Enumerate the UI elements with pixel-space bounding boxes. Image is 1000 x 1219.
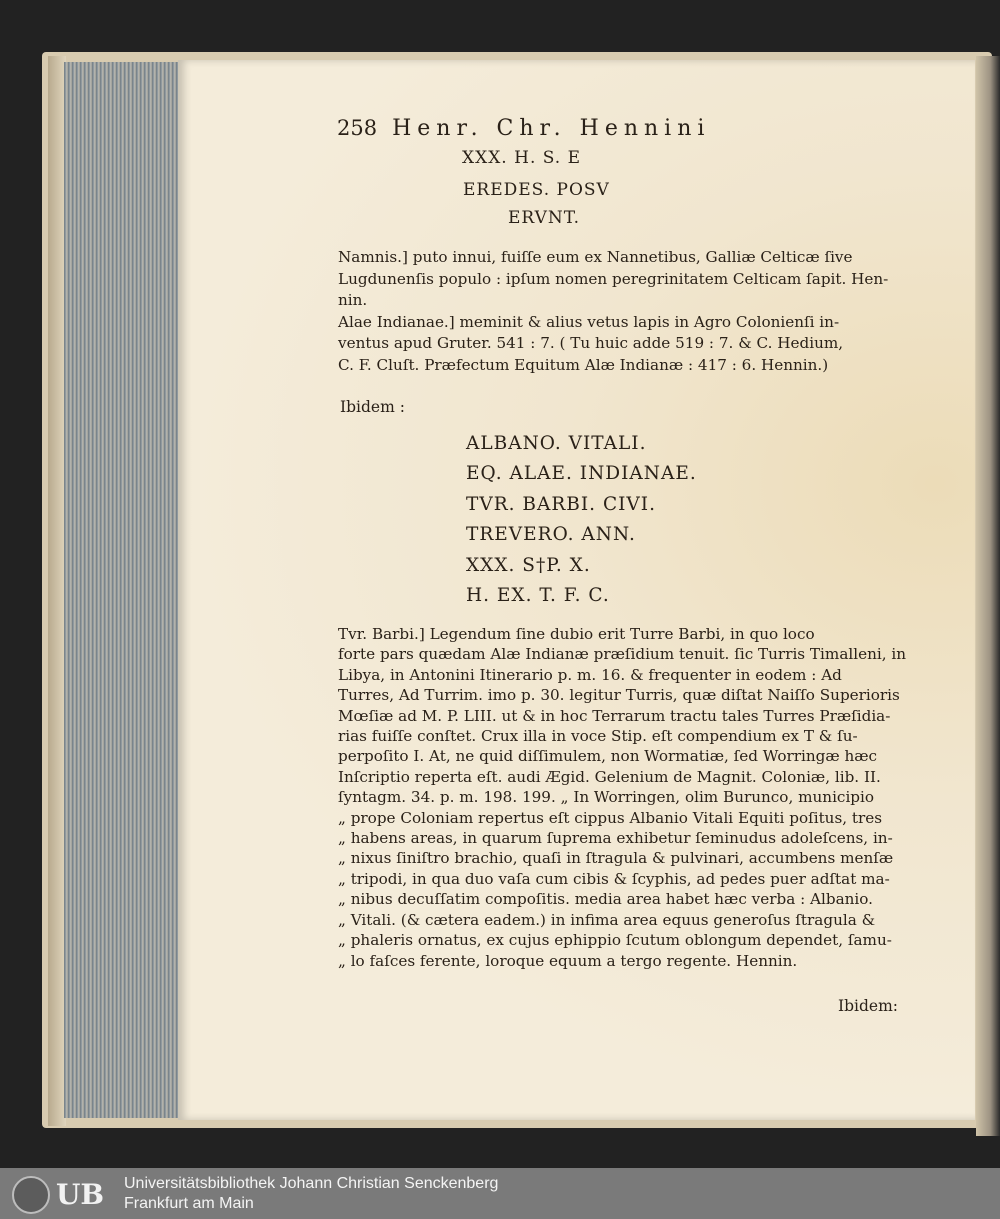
text-line: perpoſito I. At, ne quid diſſimulem, non Wormatiæ, ſed Worringæ hæc	[338, 747, 878, 766]
seal-icon	[12, 1176, 50, 1214]
running-head-title: Henr. Chr. Hennini	[392, 116, 711, 141]
inscription-line: H. EX. T. F. C.	[466, 585, 610, 607]
inscription-block	[466, 429, 697, 611]
text-line: „ Vitali. (& cætera eadem.) in infima area equus generoſus ſtragula &	[338, 910, 876, 929]
logo-text: UB	[56, 1178, 105, 1211]
text-line: Mœſiæ ad M. P. LIII. ut & in hoc Terrarum tractu tales Turres Præſidia-	[338, 706, 891, 725]
library-logo[interactable]	[12, 1176, 116, 1214]
text-line: Alae Indianae.] meminit & alius vetus lapis in Agro Colonienſi in-	[338, 312, 840, 331]
inscription-line: XXX. S†P. X.	[466, 554, 591, 576]
commentary-paragraph-1	[338, 247, 888, 376]
text-line: forte pars quædam Alæ Indianæ præſidium tenuit. ſic Turris Timalleni, in	[338, 645, 907, 664]
page-number: 258	[337, 116, 378, 140]
text-line: ventus apud Gruter. 541 : 7. ( Tu huic adde 519 : 7. & C. Hedium,	[338, 334, 844, 352]
text-line: Turres, Ad Turrim. imo p. 30. legitur Turris, quæ diſtat Naiſſo Superioris	[338, 686, 900, 705]
library-city: Frankfurt am Main	[124, 1195, 254, 1212]
ibidem-heading: Ibidem :	[340, 398, 405, 416]
text-line: „ tripodi, in qua duo vaſa cum cibis & ſcyphis, ad pedes puer adſtat ma-	[338, 869, 890, 888]
text-line: „ nibus decuſſatim compoſitis. media area habet hæc verba : Albanio.	[338, 890, 873, 909]
text-line: „ habens areas, in quarum ſuprema exhibetur ſeminudus adoleſcens, in-	[338, 829, 893, 848]
inscription-line: TVR. BARBI. CIVI.	[466, 493, 656, 515]
page-edges	[64, 62, 180, 1118]
inscription-line: EREDES. POSV	[463, 180, 610, 200]
text-line: rias fuiſſe conſtet. Crux illa in voce Stip. eſt compendium ex T & ſu-	[338, 727, 858, 746]
text-line: „ nixus ſiniſtro brachio, quaſi in ſtragula & pulvinari, accumbens menſæ	[338, 849, 894, 868]
inscription-line: TREVERO. ANN.	[466, 524, 636, 546]
gutter-shadow	[976, 56, 1000, 1136]
inscription-line: XXX. H. S. E	[462, 148, 582, 168]
inscription-line: ERVNT.	[508, 208, 580, 228]
text-line: „ lo faſces ferente, loroque equum a tergo regente. Hennin.	[338, 951, 798, 970]
library-name: Universitätsbibliothek Johann Christian Senckenberg	[124, 1175, 499, 1192]
text-line: ſyntagm. 34. p. m. 198. 199. „ In Worringen, olim Burunco, municipio	[338, 788, 875, 807]
text-line: Namnis.] puto innui, fuiſſe eum ex Nannetibus, Galliæ Celticæ ſive	[338, 248, 853, 266]
text-line: C. F. Cluſt. Præfectum Equitum Alæ Indianæ : 417 : 6. Hennin.)	[338, 355, 829, 374]
text-line: Inſcriptio reperta eſt. audi Ægid. Gelenium de Magnit. Coloniæ, lib. II.	[338, 767, 881, 786]
text-line: nin.	[338, 291, 368, 309]
text-line: Tvr. Barbi.] Legendum ſine dubio erit Turre Barbi, in quo loco	[338, 625, 815, 643]
text-line: Lugdunenſis populo : ipſum nomen peregrinitatem Celticam ſapit. Hen-	[338, 269, 889, 288]
catchword: Ibidem:	[838, 997, 899, 1015]
inscription-line: ALBANO. VITALI.	[466, 433, 647, 454]
text-line: Libya, in Antonini Itinerario p. m. 16. & frequenter in eodem : Ad	[338, 665, 842, 684]
commentary-paragraph-2	[338, 624, 906, 971]
text-line: „ phaleris ornatus, ex cujus ephippio ſcutum oblongum dependet, ſamu-	[338, 931, 892, 950]
inscription-line: EQ. ALAE. INDIANAE.	[466, 463, 697, 485]
running-head	[337, 116, 710, 141]
text-line: „ prope Coloniam repertus eſt cippus Albanio Vitali Equiti poſitus, tres	[338, 808, 883, 827]
